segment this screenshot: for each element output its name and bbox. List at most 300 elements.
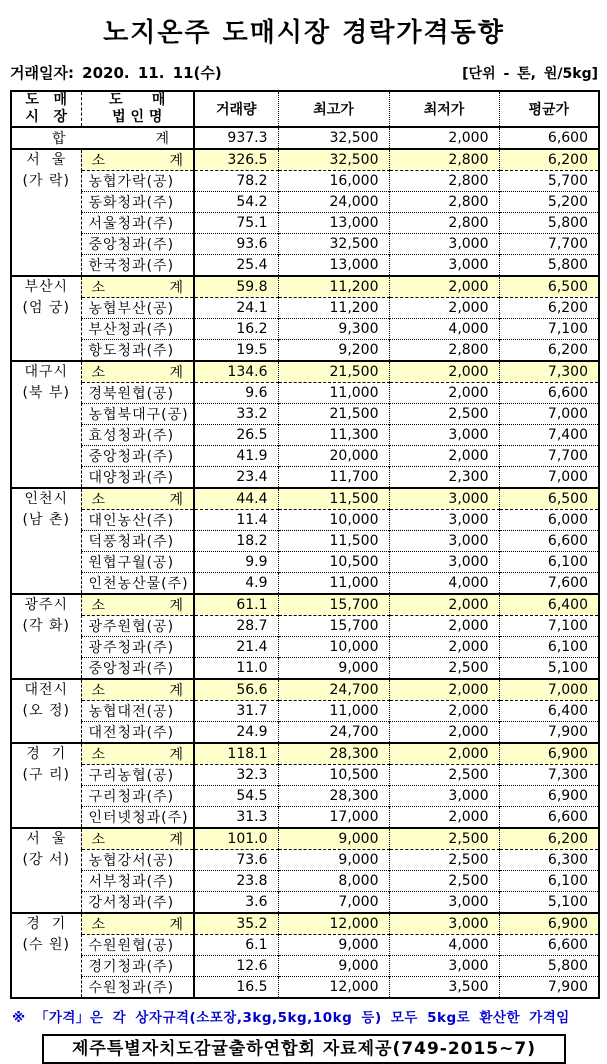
- subtotal-label-left: 소: [91, 280, 106, 296]
- avg-price-cell: 7,700: [499, 234, 599, 255]
- high-price-cell: 11,200: [278, 298, 389, 319]
- subtotal-label-left: 소: [91, 492, 106, 508]
- high-price-cell: 11,000: [278, 573, 389, 595]
- market-line: 부산시: [24, 279, 69, 295]
- volume-cell: 118.1: [194, 743, 278, 765]
- low-price-cell: 2,800: [389, 213, 499, 234]
- high-price-cell: 10,500: [278, 765, 389, 786]
- high-price-cell: 11,000: [278, 383, 389, 404]
- low-price-cell: 4,000: [389, 935, 499, 956]
- table-row: [11, 722, 599, 744]
- low-price-cell: 4,000: [389, 319, 499, 340]
- subtotal-label: [82, 744, 194, 764]
- volume-cell: 9.9: [194, 552, 278, 573]
- volume-cell: 4.9: [194, 573, 278, 595]
- table-row: [11, 850, 599, 871]
- corporation-name-cell: 수원청과(주): [81, 977, 194, 999]
- volume-cell: 78.2: [194, 171, 278, 192]
- high-price-cell: 9,000: [278, 658, 389, 680]
- low-price-cell: 2,000: [389, 807, 499, 829]
- low-price-cell: 3,000: [389, 956, 499, 977]
- market-line: (수 원): [22, 937, 70, 953]
- subtotal-label-left: 소: [91, 832, 106, 848]
- subtotal-label-right: 계: [169, 683, 183, 699]
- low-price-cell: 2,000: [389, 298, 499, 319]
- table-row: [11, 383, 599, 404]
- subtotal-label: [82, 277, 194, 297]
- corporation-name-cell: 동화청과(주): [81, 192, 194, 213]
- high-price-cell: 12,000: [278, 977, 389, 999]
- low-price-cell: 2,000: [389, 616, 499, 637]
- volume-cell: 26.5: [194, 425, 278, 446]
- market-cell: [11, 276, 81, 361]
- table-row: [11, 192, 599, 213]
- subtotal-label: [82, 829, 194, 849]
- high-price-cell: 15,700: [278, 594, 389, 616]
- avg-price-cell: 6,200: [499, 149, 599, 171]
- high-price-cell: 17,000: [278, 807, 389, 829]
- low-price-cell: 3,000: [389, 488, 499, 510]
- subtotal-label-right: 계: [169, 492, 183, 508]
- volume-cell: 18.2: [194, 531, 278, 552]
- subtotal-label-right: 계: [169, 280, 183, 296]
- avg-price-cell: 6,200: [499, 298, 599, 319]
- volume-cell: 41.9: [194, 446, 278, 467]
- corporation-name-cell: 서울청과(주): [81, 213, 194, 234]
- volume-cell: 23.8: [194, 871, 278, 892]
- low-price-cell: 2,500: [389, 871, 499, 892]
- market-line: (북 부): [22, 385, 70, 401]
- volume-cell: 24.1: [194, 298, 278, 319]
- market-line: (각 화): [22, 618, 70, 634]
- subtotal-label: [82, 489, 194, 509]
- price-table: [10, 90, 600, 999]
- avg-price-cell: 6,900: [499, 913, 599, 935]
- volume-cell: 101.0: [194, 828, 278, 850]
- high-price-cell: 20,000: [278, 446, 389, 467]
- volume-cell: 9.6: [194, 383, 278, 404]
- market-cell: [11, 679, 81, 743]
- low-price-cell: 3,000: [389, 531, 499, 552]
- table-body: [11, 127, 599, 998]
- table-row: [11, 616, 599, 637]
- low-price-cell: 3,000: [389, 510, 499, 531]
- col-header-low-price: 최저가: [389, 91, 499, 127]
- table-row: [11, 531, 599, 552]
- subtotal-name-cell: [81, 149, 194, 171]
- market-line: 광주시: [24, 597, 69, 613]
- avg-price-cell: 7,300: [499, 765, 599, 786]
- subtotal-label: [82, 914, 194, 934]
- high-price-cell: 32,500: [278, 234, 389, 255]
- avg-price-cell: 6,600: [499, 383, 599, 404]
- high-price-cell: 32,500: [278, 149, 389, 171]
- volume-cell: 11.4: [194, 510, 278, 531]
- corporation-name-cell: 농협대전(공): [81, 701, 194, 722]
- corporation-name-cell: 인천농산물(주): [81, 573, 194, 595]
- table-row: [11, 404, 599, 425]
- subtotal-name-cell: [81, 594, 194, 616]
- subtotal-name-cell: [81, 361, 194, 383]
- low-price-cell: 2,000: [389, 383, 499, 404]
- avg-price-cell: 6,100: [499, 871, 599, 892]
- subtotal-name-cell: [81, 743, 194, 765]
- col-header-corporation: 도 매 법 인 명: [81, 91, 194, 127]
- high-price-cell: 21,500: [278, 404, 389, 425]
- table-row: [11, 340, 599, 362]
- corporation-name-cell: 강서청과(주): [81, 892, 194, 914]
- avg-price-cell: 7,900: [499, 722, 599, 744]
- volume-cell: 12.6: [194, 956, 278, 977]
- corporation-name-cell: 한국청과(주): [81, 255, 194, 277]
- table-row-subtotal: [11, 149, 599, 171]
- market-line: 경 기: [26, 746, 67, 762]
- low-price-cell: 2,500: [389, 850, 499, 871]
- corporation-name-cell: 수원원협(공): [81, 935, 194, 956]
- subtotal-label-left: 소: [91, 917, 106, 933]
- table-row-grand-total: [11, 127, 599, 149]
- col-header-high-price: 최고가: [278, 91, 389, 127]
- low-price-cell: 3,000: [389, 255, 499, 277]
- low-price-cell: 2,000: [389, 446, 499, 467]
- high-price-cell: 15,700: [278, 616, 389, 637]
- high-price-cell: 28,300: [278, 786, 389, 807]
- subtotal-name-cell: [81, 488, 194, 510]
- high-price-cell: 9,000: [278, 828, 389, 850]
- table-row: [11, 935, 599, 956]
- low-price-cell: 3,000: [389, 234, 499, 255]
- low-price-cell: 2,000: [389, 679, 499, 701]
- avg-price-cell: 6,600: [547, 130, 588, 146]
- avg-price-cell: 6,000: [499, 510, 599, 531]
- low-price-cell: 2,000: [389, 276, 499, 298]
- avg-price-cell: 5,800: [499, 956, 599, 977]
- corporation-name-cell: 대인농산(주): [81, 510, 194, 531]
- subtotal-name-cell: [81, 913, 194, 935]
- volume-cell: 6.1: [194, 935, 278, 956]
- corporation-name-cell: 농협부산(공): [81, 298, 194, 319]
- table-row: [11, 786, 599, 807]
- volume-cell: 59.8: [194, 276, 278, 298]
- avg-price-cell: 5,100: [499, 658, 599, 680]
- corporation-name-cell: 대양청과(주): [81, 467, 194, 489]
- volume-cell: 56.6: [194, 679, 278, 701]
- avg-price-cell: 7,600: [499, 573, 599, 595]
- high-price-cell: 9,000: [278, 956, 389, 977]
- volume-cell: 25.4: [194, 255, 278, 277]
- low-price-cell: 2,000: [389, 637, 499, 658]
- avg-price-cell: 7,900: [499, 977, 599, 999]
- avg-price-cell: 5,100: [499, 892, 599, 914]
- subtotal-label-left: 소: [91, 153, 106, 169]
- volume-cell: 3.6: [194, 892, 278, 914]
- volume-cell: 61.1: [194, 594, 278, 616]
- table-row: [11, 510, 599, 531]
- avg-price-cell: 7,300: [499, 361, 599, 383]
- subtotal-label: [82, 150, 194, 170]
- table-row: [11, 446, 599, 467]
- high-price-cell: 9,000: [278, 935, 389, 956]
- avg-price-cell: 7,400: [499, 425, 599, 446]
- avg-price-cell: 6,900: [499, 743, 599, 765]
- high-price-cell: 10,000: [278, 637, 389, 658]
- corporation-name-cell: 구리농협(공): [81, 765, 194, 786]
- subtotal-name-cell: [81, 276, 194, 298]
- col-header-avg-price: 평균가: [499, 91, 599, 127]
- table-row: [11, 765, 599, 786]
- avg-price-cell: 7,000: [499, 679, 599, 701]
- volume-cell: 28.7: [194, 616, 278, 637]
- volume-cell: 33.2: [194, 404, 278, 425]
- subtotal-label-right: 계: [169, 832, 183, 848]
- avg-price-cell: 5,800: [499, 255, 599, 277]
- volume-cell: 16.5: [194, 977, 278, 999]
- low-price-cell: 2,500: [389, 658, 499, 680]
- high-price-cell: 11,500: [278, 531, 389, 552]
- low-price-cell: 4,000: [389, 573, 499, 595]
- table-row-subtotal: [11, 743, 599, 765]
- market-line: 대전시: [24, 682, 69, 698]
- avg-price-cell: 6,200: [499, 340, 599, 362]
- table-row-subtotal: [11, 361, 599, 383]
- subtotal-label: [82, 362, 194, 382]
- high-price-cell: 9,200: [278, 340, 389, 362]
- table-row: [11, 213, 599, 234]
- avg-price-cell: 6,600: [499, 935, 599, 956]
- high-price-cell: 7,000: [278, 892, 389, 914]
- volume-cell: 54.5: [194, 786, 278, 807]
- volume-cell: 54.2: [194, 192, 278, 213]
- high-price-cell: 13,000: [278, 213, 389, 234]
- corporation-name-cell: 농협강서(공): [81, 850, 194, 871]
- corporation-name-cell: 서부청과(주): [81, 871, 194, 892]
- volume-cell: 75.1: [194, 213, 278, 234]
- corporation-name-cell: 농협가락(공): [81, 171, 194, 192]
- high-price-cell: 11,700: [278, 467, 389, 489]
- table-row-subtotal: [11, 913, 599, 935]
- avg-price-cell: 6,500: [499, 488, 599, 510]
- subtotal-name-cell: [81, 679, 194, 701]
- low-price-cell: 2,000: [389, 127, 499, 149]
- table-row: [11, 977, 599, 999]
- subtotal-label-right: 계: [169, 598, 183, 614]
- high-price-cell: 11,300: [278, 425, 389, 446]
- low-price-cell: 2,500: [389, 404, 499, 425]
- market-line: (남 촌): [22, 512, 70, 528]
- table-row: [11, 171, 599, 192]
- avg-price-cell: 7,100: [499, 616, 599, 637]
- avg-price-cell: 6,500: [499, 276, 599, 298]
- subtotal-name-cell: [81, 828, 194, 850]
- corporation-name-cell: 항도청과(주): [81, 340, 194, 362]
- table-row-subtotal: [11, 828, 599, 850]
- high-price-cell: 28,300: [278, 743, 389, 765]
- table-row: [11, 701, 599, 722]
- table-row: [11, 255, 599, 277]
- high-price-cell: 13,000: [278, 255, 389, 277]
- avg-price-cell: 5,200: [499, 192, 599, 213]
- col-header-market: 도 매 시 장: [11, 91, 81, 127]
- table-row: [11, 467, 599, 489]
- table-header: [11, 91, 599, 127]
- high-price-cell: 24,700: [278, 722, 389, 744]
- table-row: [11, 234, 599, 255]
- table-row: [11, 637, 599, 658]
- table-row: [11, 425, 599, 446]
- volume-cell: 16.2: [194, 319, 278, 340]
- market-cell: [11, 743, 81, 828]
- high-price-cell: 11,200: [278, 276, 389, 298]
- corporation-name-cell: 덕풍청과(주): [81, 531, 194, 552]
- high-price-cell: 10,500: [278, 552, 389, 573]
- avg-price-cell: 7,000: [499, 467, 599, 489]
- corporation-name-cell: 부산청과(주): [81, 319, 194, 340]
- subtotal-label-right: 계: [169, 153, 183, 169]
- corporation-name-cell: 중앙청과(주): [81, 658, 194, 680]
- avg-price-cell: 7,700: [499, 446, 599, 467]
- high-price-cell: 12,000: [278, 913, 389, 935]
- high-price-cell: 24,000: [278, 192, 389, 213]
- subtotal-label-left: 소: [91, 683, 106, 699]
- avg-price-cell: 6,600: [499, 807, 599, 829]
- market-line: (구 리): [22, 767, 70, 783]
- avg-price-cell: 7,000: [499, 404, 599, 425]
- avg-price-cell: 6,100: [499, 552, 599, 573]
- subtotal-label: [82, 595, 194, 615]
- high-price-cell: 9,300: [278, 319, 389, 340]
- price-footnote: ※ 「가격」은 각 상자규격(소포장,3kg,5kg,10kg 등) 모두 5kg로 환산한 가격임: [12, 1010, 570, 1026]
- volume-cell: 93.6: [194, 234, 278, 255]
- subtotal-label-right: 계: [169, 747, 183, 763]
- low-price-cell: 3,000: [389, 786, 499, 807]
- avg-price-cell: 6,400: [499, 701, 599, 722]
- volume-cell: 19.5: [194, 340, 278, 362]
- table-row-subtotal: [11, 594, 599, 616]
- corporation-name-cell: 광주청과(주): [81, 637, 194, 658]
- avg-price-cell: 6,600: [499, 531, 599, 552]
- volume-cell: 31.7: [194, 701, 278, 722]
- low-price-cell: 3,000: [389, 892, 499, 914]
- page-title: 노지온주 도매시장 경락가격동향: [103, 18, 505, 48]
- table-row: [11, 956, 599, 977]
- low-price-cell: 3,000: [389, 552, 499, 573]
- market-line: 경 기: [26, 916, 67, 932]
- market-line: (강 서): [22, 852, 70, 868]
- low-price-cell: 2,800: [389, 192, 499, 213]
- total-label-right: 계: [155, 131, 169, 147]
- market-line: 서 울: [26, 152, 67, 168]
- total-label: [12, 128, 193, 148]
- high-price-cell: 11,000: [278, 701, 389, 722]
- volume-cell: 134.6: [194, 361, 278, 383]
- subtotal-label-left: 소: [91, 598, 106, 614]
- trade-date-label: 거래일자: 2020. 11. 11(수): [10, 64, 222, 82]
- volume-cell: 24.9: [194, 722, 278, 744]
- market-cell: [11, 488, 81, 594]
- market-cell: [11, 913, 81, 998]
- market-line: (가 락): [22, 173, 70, 189]
- low-price-cell: 2,000: [389, 594, 499, 616]
- market-cell: [11, 828, 81, 913]
- market-line: 서 울: [26, 831, 67, 847]
- table-row: [11, 892, 599, 914]
- volume-cell: 326.5: [194, 149, 278, 171]
- low-price-cell: 2,500: [389, 828, 499, 850]
- volume-cell: 73.6: [194, 850, 278, 871]
- subtotal-label: [82, 680, 194, 700]
- low-price-cell: 2,800: [389, 149, 499, 171]
- low-price-cell: 3,000: [389, 913, 499, 935]
- low-price-cell: 2,500: [389, 765, 499, 786]
- table-row: [11, 298, 599, 319]
- market-line: 인천시: [24, 491, 69, 507]
- high-price-cell: 10,000: [278, 510, 389, 531]
- volume-cell: 11.0: [194, 658, 278, 680]
- low-price-cell: 2,000: [389, 743, 499, 765]
- volume-cell: 21.4: [194, 637, 278, 658]
- low-price-cell: 2,800: [389, 171, 499, 192]
- high-price-cell: 9,000: [278, 850, 389, 871]
- volume-cell: 23.4: [194, 467, 278, 489]
- corporation-name-cell: 중앙청과(주): [81, 446, 194, 467]
- corporation-name-cell: 인터넷청과(주): [81, 807, 194, 829]
- subtotal-label-left: 소: [91, 747, 106, 763]
- table-row: [11, 871, 599, 892]
- high-price-cell: 16,000: [278, 171, 389, 192]
- volume-cell: 44.4: [194, 488, 278, 510]
- col-header-volume: 거래량: [194, 91, 278, 127]
- avg-price-cell: 5,800: [499, 213, 599, 234]
- table-row-subtotal: [11, 679, 599, 701]
- grand-total-cell: [11, 127, 194, 149]
- market-cell: [11, 149, 81, 276]
- table-row-subtotal: [11, 276, 599, 298]
- low-price-cell: 3,000: [389, 425, 499, 446]
- unit-label: [단위 - 톤, 원/5kg]: [462, 66, 598, 82]
- low-price-cell: 2,000: [389, 722, 499, 744]
- table-row: [11, 552, 599, 573]
- table-row: [11, 807, 599, 829]
- market-cell: [11, 361, 81, 488]
- high-price-cell: 11,500: [278, 488, 389, 510]
- subtotal-label-left: 소: [91, 365, 106, 381]
- total-label-left: 합: [52, 131, 66, 147]
- corporation-name-cell: 광주원협(공): [81, 616, 194, 637]
- corporation-name-cell: 효성청과(주): [81, 425, 194, 446]
- table-row: [11, 319, 599, 340]
- table-row: [11, 658, 599, 680]
- table-row: [11, 573, 599, 595]
- market-line: 대구시: [24, 364, 69, 380]
- low-price-cell: 2,800: [389, 340, 499, 362]
- avg-price-cell: 6,900: [499, 786, 599, 807]
- avg-price-cell: 6,100: [499, 637, 599, 658]
- volume-cell: 35.2: [194, 913, 278, 935]
- avg-price-cell: 6,400: [499, 594, 599, 616]
- corporation-name-cell: 원협구월(공): [81, 552, 194, 573]
- market-cell: [11, 594, 81, 679]
- high-price-cell: 24,700: [278, 679, 389, 701]
- avg-price-cell: 5,700: [499, 171, 599, 192]
- table-row-subtotal: [11, 488, 599, 510]
- source-box: 제주특별자치도감귤출하연합회 자료제공(749-2015~7): [42, 1034, 566, 1064]
- low-price-cell: 2,000: [389, 361, 499, 383]
- avg-price-cell: 6,300: [499, 850, 599, 871]
- high-price-cell: 21,500: [278, 361, 389, 383]
- corporation-name-cell: 구리청과(주): [81, 786, 194, 807]
- market-line: (엄 궁): [22, 300, 70, 316]
- low-price-cell: 2,000: [389, 701, 499, 722]
